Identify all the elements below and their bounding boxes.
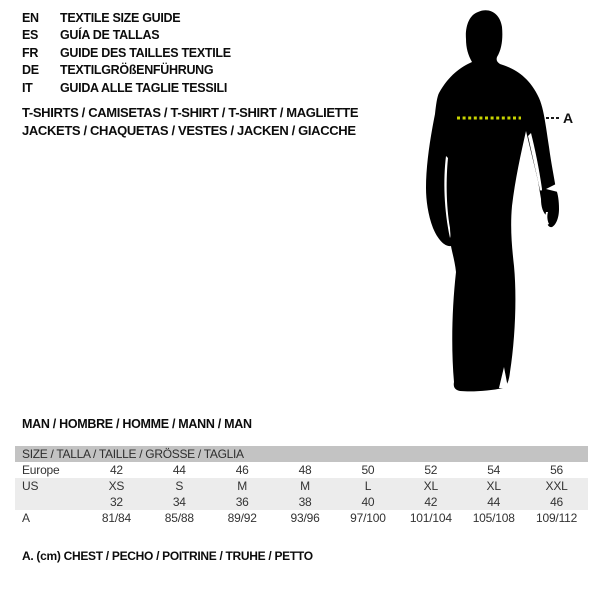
language-code: FR — [22, 45, 39, 60]
category-line-tshirts: T-SHIRTS / CAMISETAS / T-SHIRT / T-SHIRT / MAGLIETTE — [22, 105, 359, 120]
table-cell: 42 — [109, 463, 123, 477]
row-label: A — [22, 511, 30, 525]
table-cell: 54 — [487, 463, 501, 477]
table-cell: 42 — [424, 495, 438, 509]
measure-footnote: A. (cm) CHEST / PECHO / POITRINE / TRUHE / PETTO — [22, 549, 313, 563]
table-cell: 93/96 — [290, 511, 320, 525]
list-item — [22, 44, 231, 62]
table-cell: 44 — [487, 495, 501, 509]
language-code: IT — [22, 80, 33, 95]
table-cell: 48 — [298, 463, 312, 477]
row-label — [15, 494, 85, 510]
language-guide-list — [22, 9, 231, 97]
language-code: DE — [22, 63, 39, 78]
row-label: Europe — [22, 463, 60, 477]
guide-title: GUIDA ALLE TAGLIE TESSILI — [60, 80, 228, 95]
table-cell: 40 — [361, 495, 375, 509]
table-cell: 101/104 — [409, 511, 452, 525]
table-cell: 46 — [235, 463, 249, 477]
table-cell: XS — [108, 479, 125, 493]
guide-title: GUÍA DE TALLAS — [60, 28, 160, 43]
table-cell: 46 — [550, 495, 564, 509]
table-cell: M — [237, 479, 248, 493]
table-cell: 32 — [109, 495, 123, 509]
table-cell: 34 — [172, 495, 186, 509]
measure-label-a: A — [563, 110, 574, 126]
table-cell: 97/100 — [350, 511, 386, 525]
guide-title: TEXTILE SIZE GUIDE — [60, 10, 181, 25]
table-cell: XL — [486, 479, 501, 493]
section-title-man: MAN / HOMBRE / HOMME / MANN / MAN — [22, 417, 252, 431]
table-row-us-numeric — [15, 494, 588, 510]
table-cell: 36 — [235, 495, 249, 509]
size-table-header: SIZE / TALLA / TAILLE / GRÖSSE / TAGLIA — [15, 446, 588, 462]
guide-title: TEXTILGRÖßENFÜHRUNG — [60, 63, 214, 78]
table-cell: 52 — [424, 463, 438, 477]
table-cell: L — [364, 479, 372, 493]
list-item — [22, 9, 231, 27]
table-row-us — [15, 478, 588, 494]
table-cell: 50 — [361, 463, 375, 477]
table-cell: XL — [423, 479, 438, 493]
table-cell: 109/112 — [536, 511, 578, 525]
table-cell: 89/92 — [227, 511, 257, 525]
list-item — [22, 79, 231, 97]
list-item — [22, 62, 231, 80]
table-row-europe — [15, 462, 588, 478]
table-cell: 85/88 — [164, 511, 194, 525]
list-item — [22, 27, 231, 45]
size-figure — [400, 0, 595, 410]
garment-categories — [22, 104, 358, 139]
guide-title: GUIDE DES TAILLES TEXTILE — [60, 45, 231, 60]
language-code: EN — [22, 10, 39, 25]
table-cell: 81/84 — [101, 511, 131, 525]
table-cell: S — [175, 479, 184, 493]
table-row-chest-cm — [15, 510, 588, 526]
table-cell: 44 — [172, 463, 186, 477]
category-line-jackets: JACKETS / CHAQUETAS / VESTES / JACKEN / GIACCHE — [22, 122, 356, 138]
table-cell: 38 — [298, 495, 312, 509]
table-cell: 56 — [550, 463, 564, 477]
table-cell: 105/108 — [472, 511, 515, 525]
table-cell: XXL — [545, 479, 568, 493]
size-table — [15, 446, 588, 526]
table-cell: M — [300, 479, 310, 493]
language-code: ES — [22, 28, 39, 43]
man-silhouette — [400, 0, 595, 410]
row-label: US — [22, 479, 39, 493]
